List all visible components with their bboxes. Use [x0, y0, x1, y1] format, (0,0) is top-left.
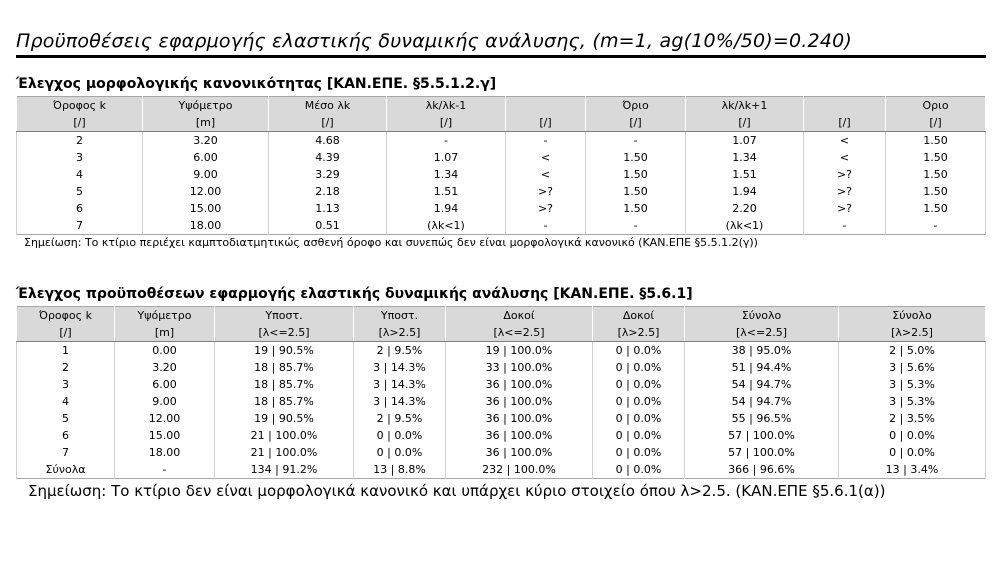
- table-cell: 0.51: [269, 217, 387, 235]
- table-cell: (λk<1): [387, 217, 506, 235]
- table-cell: 21 | 100.0%: [215, 444, 354, 461]
- table-cell: 1.50: [586, 183, 686, 200]
- table-cell: 0 | 0.0%: [593, 376, 685, 393]
- table-cell: 2: [17, 132, 143, 150]
- table-cell: 2 | 9.5%: [354, 342, 446, 360]
- table-cell: <: [506, 149, 586, 166]
- table-cell: <: [804, 132, 886, 150]
- table-cell: 134 | 91.2%: [215, 461, 354, 479]
- title-divider: [16, 55, 986, 58]
- table-cell: 1.34: [686, 149, 804, 166]
- table-cell: 18 | 85.7%: [215, 359, 354, 376]
- unit-header: [/]: [387, 114, 506, 132]
- table-cell: 3 | 5.6%: [839, 359, 986, 376]
- unit-header: [λ>2.5]: [354, 324, 446, 342]
- col-header-columns-high: Υποστ.: [354, 307, 446, 325]
- table-cell: 18 | 85.7%: [215, 393, 354, 410]
- table-cell: 1.51: [387, 183, 506, 200]
- table-cell: >?: [804, 166, 886, 183]
- table-cell: 18.00: [143, 217, 269, 235]
- col-header-beams-low: Δοκοί: [446, 307, 593, 325]
- table-cell: >?: [804, 183, 886, 200]
- table-cell: 1.34: [387, 166, 506, 183]
- table-cell: 57 | 100.0%: [685, 427, 839, 444]
- regularity-table: [16, 96, 986, 235]
- table-cell: 0.00: [115, 342, 215, 360]
- table-cell: 6.00: [143, 149, 269, 166]
- col-header-floor: Όροφος k: [17, 97, 143, 115]
- table-cell: 3 | 14.3%: [354, 359, 446, 376]
- table-cell: 3.20: [143, 132, 269, 150]
- table-cell: 1.50: [586, 166, 686, 183]
- table-cell: 18.00: [115, 444, 215, 461]
- table-cell: 38 | 95.0%: [685, 342, 839, 360]
- col-header-compare-1: [506, 97, 586, 115]
- table-cell: 1.50: [886, 183, 986, 200]
- table-cell: 1.50: [586, 149, 686, 166]
- table-cell: 0 | 0.0%: [593, 342, 685, 360]
- table-cell: >?: [804, 200, 886, 217]
- table-cell: -: [506, 217, 586, 235]
- table-cell: 1.50: [886, 149, 986, 166]
- table-cell: 19 | 100.0%: [446, 342, 593, 360]
- unit-header: [λ<=2.5]: [215, 324, 354, 342]
- table-row: [17, 217, 986, 235]
- table-cell: 15.00: [115, 427, 215, 444]
- table-cell: 1.94: [387, 200, 506, 217]
- table-cell: -: [115, 461, 215, 479]
- table-cell: -: [387, 132, 506, 150]
- unit-header: [/]: [686, 114, 804, 132]
- table-row: [17, 149, 986, 166]
- table-cell: 3: [17, 149, 143, 166]
- table-units-row: [17, 324, 986, 342]
- table-cell: 18 | 85.7%: [215, 376, 354, 393]
- table-cell: >?: [506, 200, 586, 217]
- col-header-limit-1: Όριο: [586, 97, 686, 115]
- table-cell: 3 | 14.3%: [354, 376, 446, 393]
- table-row: [17, 183, 986, 200]
- table-cell: 1.50: [886, 132, 986, 150]
- unit-header: [λ<=2.5]: [446, 324, 593, 342]
- table-cell: (λk<1): [686, 217, 804, 235]
- table-cell: 36 | 100.0%: [446, 393, 593, 410]
- table-cell: 9.00: [115, 393, 215, 410]
- table-row: [17, 444, 986, 461]
- table-cell: 12.00: [143, 183, 269, 200]
- unit-header: [/]: [886, 114, 986, 132]
- dynamic-analysis-table: [16, 306, 986, 479]
- table-cell: -: [804, 217, 886, 235]
- table-cell: 3: [17, 376, 115, 393]
- col-header-limit-2: Οριο: [886, 97, 986, 115]
- unit-header: [/]: [17, 324, 115, 342]
- unit-header: [/]: [804, 114, 886, 132]
- col-header-compare-2: [804, 97, 886, 115]
- unit-header: [/]: [269, 114, 387, 132]
- table-cell: 0 | 0.0%: [839, 444, 986, 461]
- col-header-floor: Όροφος k: [17, 307, 115, 325]
- unit-header: [/]: [17, 114, 143, 132]
- table-row: [17, 376, 986, 393]
- table-cell: 0 | 0.0%: [354, 427, 446, 444]
- table-cell: 4: [17, 166, 143, 183]
- unit-header: [m]: [143, 114, 269, 132]
- table-cell: Σύνολα: [17, 461, 115, 479]
- col-header-elevation: Υψόμετρο: [115, 307, 215, 325]
- table-cell: 0 | 0.0%: [593, 393, 685, 410]
- table-cell: 36 | 100.0%: [446, 376, 593, 393]
- table-cell: 12.00: [115, 410, 215, 427]
- table-cell: -: [586, 132, 686, 150]
- table-cell: 0 | 0.0%: [593, 410, 685, 427]
- page-title: Προϋποθέσεις εφαρμογής ελαστικής δυναμικής ανάλυσης, (m=1, ag(10%/50)=0.240): [16, 30, 853, 52]
- table-cell: 0 | 0.0%: [593, 359, 685, 376]
- table-cell: 1.13: [269, 200, 387, 217]
- col-header-total-high: Σύνολο: [839, 307, 986, 325]
- table-cell: 2.20: [686, 200, 804, 217]
- table-cell: 33 | 100.0%: [446, 359, 593, 376]
- table-cell: 19 | 90.5%: [215, 342, 354, 360]
- table-cell: 54 | 94.7%: [685, 376, 839, 393]
- table-cell: 6: [17, 200, 143, 217]
- regularity-note: Σημείωση: Το κτίριο περιέχει καμπτοδιατμητικώς ασθενή όροφο και συνεπώς δεν είναι μορφολογικά κανονικό (ΚΑΝ.ΕΠΕ §5.5.1.2(γ)): [24, 236, 758, 249]
- table-cell: 5: [17, 410, 115, 427]
- table-cell: 5: [17, 183, 143, 200]
- table-cell: 4: [17, 393, 115, 410]
- dynamic-analysis-note: Σημείωση: Το κτίριο δεν είναι μορφολογικά κανονικό και υπάρχει κύριο στοιχείο όπου λ>2.5. (ΚΑΝ.ΕΠΕ §5.6.1(α)): [28, 482, 886, 500]
- table-cell: 232 | 100.0%: [446, 461, 593, 479]
- regularity-check-heading: Έλεγχος μορφολογικής κανονικότητας [ΚΑΝ.ΕΠΕ. §5.5.1.2.γ]: [16, 76, 497, 92]
- table-row: [17, 461, 986, 479]
- table-cell: 1.07: [387, 149, 506, 166]
- table-row: [17, 132, 986, 150]
- table-cell: 36 | 100.0%: [446, 427, 593, 444]
- table-row: [17, 410, 986, 427]
- table-cell: 6.00: [115, 376, 215, 393]
- table-cell: 2 | 9.5%: [354, 410, 446, 427]
- table-row: [17, 342, 986, 360]
- col-header-total-low: Σύνολο: [685, 307, 839, 325]
- table-cell: 36 | 100.0%: [446, 444, 593, 461]
- table-cell: 9.00: [143, 166, 269, 183]
- table-cell: >?: [506, 183, 586, 200]
- table-cell: 54 | 94.7%: [685, 393, 839, 410]
- table-cell: 0 | 0.0%: [593, 427, 685, 444]
- table-cell: 15.00: [143, 200, 269, 217]
- table-cell: 1.94: [686, 183, 804, 200]
- table-row: [17, 166, 986, 183]
- unit-header: [λ<=2.5]: [685, 324, 839, 342]
- table-row: [17, 359, 986, 376]
- table-cell: 1.50: [886, 166, 986, 183]
- col-header-ratio-above: λk/λk+1: [686, 97, 804, 115]
- col-header-ratio-below: λk/λk-1: [387, 97, 506, 115]
- table-cell: 51 | 94.4%: [685, 359, 839, 376]
- table-cell: 0 | 0.0%: [354, 444, 446, 461]
- table-cell: 0 | 0.0%: [593, 461, 685, 479]
- table-cell: 57 | 100.0%: [685, 444, 839, 461]
- table-cell: 2: [17, 359, 115, 376]
- col-header-columns-low: Υποστ.: [215, 307, 354, 325]
- table-cell: -: [886, 217, 986, 235]
- unit-header: [λ>2.5]: [593, 324, 685, 342]
- table-cell: 4.39: [269, 149, 387, 166]
- table-cell: 13 | 3.4%: [839, 461, 986, 479]
- table-cell: 13 | 8.8%: [354, 461, 446, 479]
- table-cell: 1.07: [686, 132, 804, 150]
- table-cell: <: [804, 149, 886, 166]
- table-cell: 1.50: [886, 200, 986, 217]
- table-cell: 3 | 5.3%: [839, 376, 986, 393]
- table-row: [17, 427, 986, 444]
- table-cell: 1: [17, 342, 115, 360]
- table-cell: 0 | 0.0%: [839, 427, 986, 444]
- table-units-row: [17, 114, 986, 132]
- table-cell: 7: [17, 444, 115, 461]
- table-cell: 6: [17, 427, 115, 444]
- unit-header: [m]: [115, 324, 215, 342]
- col-header-mean-lambda: Μέσο λk: [269, 97, 387, 115]
- table-cell: 3.29: [269, 166, 387, 183]
- table-cell: 21 | 100.0%: [215, 427, 354, 444]
- table-cell: <: [506, 166, 586, 183]
- table-cell: 2.18: [269, 183, 387, 200]
- table-cell: 55 | 96.5%: [685, 410, 839, 427]
- table-cell: 2 | 5.0%: [839, 342, 986, 360]
- table-cell: -: [506, 132, 586, 150]
- table-row: [17, 200, 986, 217]
- table-cell: 2 | 3.5%: [839, 410, 986, 427]
- table-cell: 1.51: [686, 166, 804, 183]
- table-header-row: [17, 97, 986, 115]
- dynamic-analysis-check-heading: Έλεγχος προϋποθέσεων εφαρμογής ελαστικής δυναμικής ανάλυσης [ΚΑΝ.ΕΠΕ. §5.6.1]: [16, 286, 693, 302]
- unit-header: [/]: [586, 114, 686, 132]
- unit-header: [λ>2.5]: [839, 324, 986, 342]
- table-cell: 7: [17, 217, 143, 235]
- table-cell: 0 | 0.0%: [593, 444, 685, 461]
- table-cell: 19 | 90.5%: [215, 410, 354, 427]
- table-cell: 36 | 100.0%: [446, 410, 593, 427]
- table-row: [17, 393, 986, 410]
- table-cell: 1.50: [586, 200, 686, 217]
- table-cell: 3 | 14.3%: [354, 393, 446, 410]
- unit-header: [/]: [506, 114, 586, 132]
- table-cell: -: [586, 217, 686, 235]
- table-cell: 366 | 96.6%: [685, 461, 839, 479]
- col-header-elevation: Υψόμετρο: [143, 97, 269, 115]
- table-cell: 3.20: [115, 359, 215, 376]
- table-cell: 3 | 5.3%: [839, 393, 986, 410]
- col-header-beams-high: Δοκοί: [593, 307, 685, 325]
- table-header-row: [17, 307, 986, 325]
- table-cell: 4.68: [269, 132, 387, 150]
